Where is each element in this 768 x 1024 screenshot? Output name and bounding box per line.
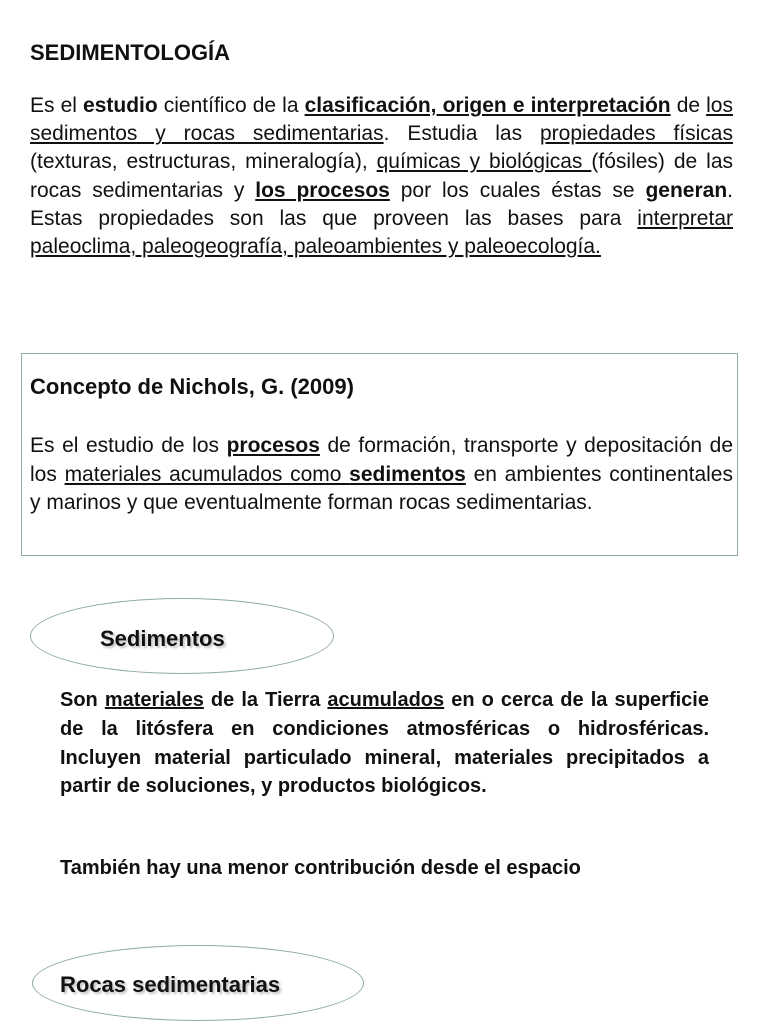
- intro-term-sedimentos-rocas: los sedimentos y rocas sedimentarias: [30, 94, 733, 146]
- nichols-title: Concepto de Nichols, G. (2009): [30, 374, 354, 399]
- intro-term-los-procesos: los procesos: [255, 178, 390, 202]
- intro-term-estudio: estudio: [83, 94, 158, 117]
- intro-text: por los cuales éstas se: [389, 178, 646, 202]
- intro-term-clasificacion: clasificación, origen e interpretación: [304, 94, 671, 117]
- rocas-heading: Rocas sedimentarias: [60, 972, 281, 997]
- sedimentos-text: de la Tierra: [203, 689, 328, 711]
- intro-text: (fósiles) de las rocas sedimentarias y: [30, 150, 733, 202]
- intro-paragraph: [30, 92, 733, 261]
- nichols-text: en ambientes continentales y marinos y que eventualmente forman rocas sedimentarias.: [30, 462, 733, 514]
- intro-text: Es el: [30, 94, 84, 117]
- intro-term-quimicas-biologicas: químicas y biológicas: [376, 150, 592, 174]
- intro-text: . Estudia las: [383, 122, 540, 146]
- nichols-term-materiales: materiales acumulados como: [64, 462, 350, 486]
- intro-text: (texturas, estructuras, mineralogía),: [30, 150, 377, 174]
- intro-term-generan: generan: [645, 178, 728, 202]
- intro-term-propiedades-fisicas: propiedades físicas: [540, 122, 733, 146]
- sedimentos-term-materiales: materiales: [104, 689, 204, 711]
- intro-text: . Estas propiedades son las que proveen las bases para: [30, 178, 733, 230]
- sedimentos-term-acumulados: acumulados: [327, 689, 445, 711]
- sedimentos-text: en o cerca de la superficie de la litósfera en condiciones atmosféricas o hidrosféricas. Incluyen material particulado mineral, materiales precipitados a partir de soluciones, y productos biológicos.: [60, 689, 709, 798]
- intro-term-interpretar: interpretar paleoclima, paleogeografía, paleoambientes y paleoecología.: [30, 206, 733, 259]
- nichols-term-procesos: procesos: [226, 434, 320, 457]
- nichols-text: Es el estudio de los: [30, 434, 227, 457]
- nichols-text: de formación, transporte y depositación de los: [30, 434, 733, 486]
- nichols-concept-box: [21, 353, 738, 556]
- nichols-term-sedimentos: sedimentos: [349, 462, 466, 486]
- nichols-paragraph: [30, 432, 733, 518]
- sedimentos-paragraph: [60, 686, 709, 801]
- sedimentos-heading: Sedimentos: [100, 626, 225, 651]
- sedimentos-text: Son: [60, 689, 105, 711]
- intro-text: de: [670, 94, 707, 117]
- sedimentos-extra-note: También hay una menor contribución desde el espacio: [60, 857, 581, 879]
- intro-text: científico de la: [157, 94, 305, 117]
- page-title: SEDIMENTOLOGÍA: [30, 40, 231, 65]
